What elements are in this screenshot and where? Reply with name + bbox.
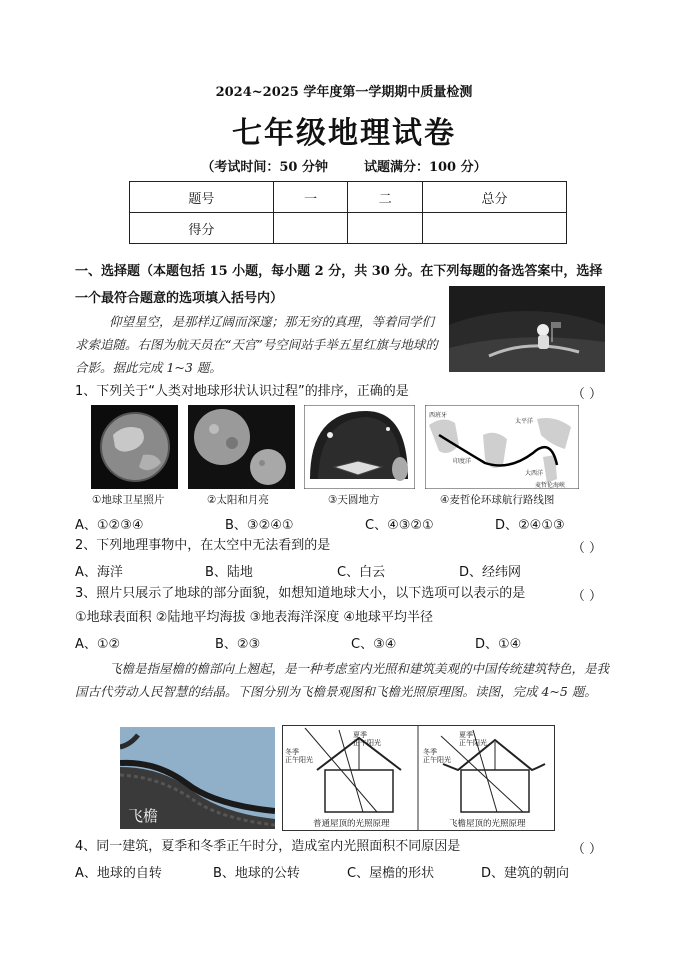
exam-info	[0, 156, 688, 175]
eave-light-diagram	[282, 725, 555, 831]
caption-left: 普通屋顶的光照原理	[313, 819, 390, 829]
answer-blank-3[interactable]: （ ）	[571, 589, 602, 604]
option-b[interactable]: B、②③	[215, 637, 261, 652]
option-b[interactable]: B、③②④①	[225, 518, 294, 533]
question-2: 2、下列地理事物中，在太空中无法看到的是	[75, 538, 331, 553]
section-one-heading: 一、选择题（本题包括 15 小题，每小题 2 分，共 30 分。在下列每题的备选答案中，选择一个最符合题意的选项填入括号内）	[75, 264, 603, 306]
score-cell: 总分	[423, 182, 567, 213]
map-label: 麦哲伦海峡	[535, 482, 566, 489]
option-a[interactable]: A、海洋	[75, 565, 123, 580]
score-table-score-row	[130, 213, 567, 244]
option-d[interactable]: D、经纬网	[459, 565, 522, 580]
caption-4: ④麦哲伦环球航行路线图	[440, 494, 555, 506]
map-label: 西班牙	[429, 412, 448, 419]
eave-photo-label: 飞檐	[128, 807, 159, 825]
score-cell: 一	[273, 182, 348, 213]
question-3-items: ①地球表面积 ②陆地平均海拔 ③地表海洋深度 ④地球平均半径	[75, 610, 434, 625]
option-d[interactable]: D、②④①③	[495, 518, 565, 533]
score-input-cell[interactable]	[348, 213, 423, 244]
voyage-map	[425, 405, 579, 489]
astronaut-photo	[449, 286, 605, 372]
score-input-cell[interactable]	[423, 213, 567, 244]
exam-full-score: 试题满分：100 分）	[363, 160, 487, 175]
option-c[interactable]: C、③④	[351, 637, 397, 652]
score-input-cell[interactable]	[273, 213, 348, 244]
option-c[interactable]: C、屋檐的形状	[347, 866, 435, 881]
option-c[interactable]: C、④③②①	[365, 518, 434, 533]
winter-label-left: 冬季正午阳光	[285, 748, 313, 764]
option-b[interactable]: B、地球的公转	[213, 866, 300, 881]
score-cell: 得分	[130, 213, 274, 244]
score-table-header-row	[130, 182, 567, 213]
map-label: 大西洋	[525, 470, 544, 477]
option-a[interactable]: A、地球的自转	[75, 866, 162, 881]
summer-label-left: 夏季正午阳光	[353, 731, 381, 747]
caption-1: ①地球卫星照片	[92, 494, 165, 506]
option-b[interactable]: B、陆地	[205, 565, 253, 580]
score-cell: 二	[348, 182, 423, 213]
answer-blank-2[interactable]: （ ）	[571, 541, 602, 556]
question-1: 1、下列关于“人类对地球形状认识过程”的排序，正确的是	[75, 384, 409, 399]
question-4: 4、同一建筑，夏季和冬季正午时分，造成室内光照面积不同原因是	[75, 839, 461, 854]
eave-photo	[120, 727, 275, 829]
option-a[interactable]: A、①②	[75, 637, 121, 652]
sky-dome-diagram	[304, 405, 415, 489]
map-label: 印度洋	[453, 458, 472, 465]
question-3: 3、照片只展示了地球的部分面貌，如想知道地球大小，以下选项可以表示的是	[75, 586, 526, 601]
intro-passage-2: 飞檐是指屋檐的檐部向上翘起，是一种考虑室内光照和建筑美观的中国传统建筑特色，是我国古代劳动人民智慧的结晶。下图分别为飞檐景观图和飞檐光照原理图。读图，完成 4~5 题。	[75, 661, 610, 699]
exam-title: 七年级地理试卷	[232, 116, 456, 151]
caption-right: 飞檐屋顶的光照原理	[449, 819, 526, 829]
answer-blank-1[interactable]: （ ）	[571, 387, 602, 402]
option-d[interactable]: D、①④	[475, 637, 522, 652]
score-table	[129, 181, 567, 244]
score-cell: 题号	[130, 182, 274, 213]
school-year-heading: 2024~2025 学年度第一学期期中质量检测	[215, 85, 473, 100]
winter-label-right: 冬季正午阳光	[423, 748, 451, 764]
answer-blank-4[interactable]: （ ）	[571, 842, 602, 857]
intro-passage-1: 仰望星空，是那样辽阔而深邃；那无穷的真理，等着同学们求索追随。右图为航天员在“天宫”号空间站手举五星红旗与地球的合影。据此完成 1~3 题。	[75, 314, 438, 375]
option-d[interactable]: D、建筑的朝向	[481, 866, 570, 881]
earth-photo	[91, 405, 178, 489]
sun-moon-photo	[188, 405, 295, 489]
exam-time: （考试时间：50 分钟	[201, 160, 328, 175]
option-a[interactable]: A、①②③④	[75, 518, 144, 533]
caption-3: ③天圆地方	[328, 494, 380, 506]
option-c[interactable]: C、白云	[337, 565, 386, 580]
summer-label-right: 夏季正午阳光	[459, 731, 487, 747]
caption-2: ②太阳和月亮	[207, 494, 269, 506]
map-label: 太平洋	[515, 418, 534, 425]
